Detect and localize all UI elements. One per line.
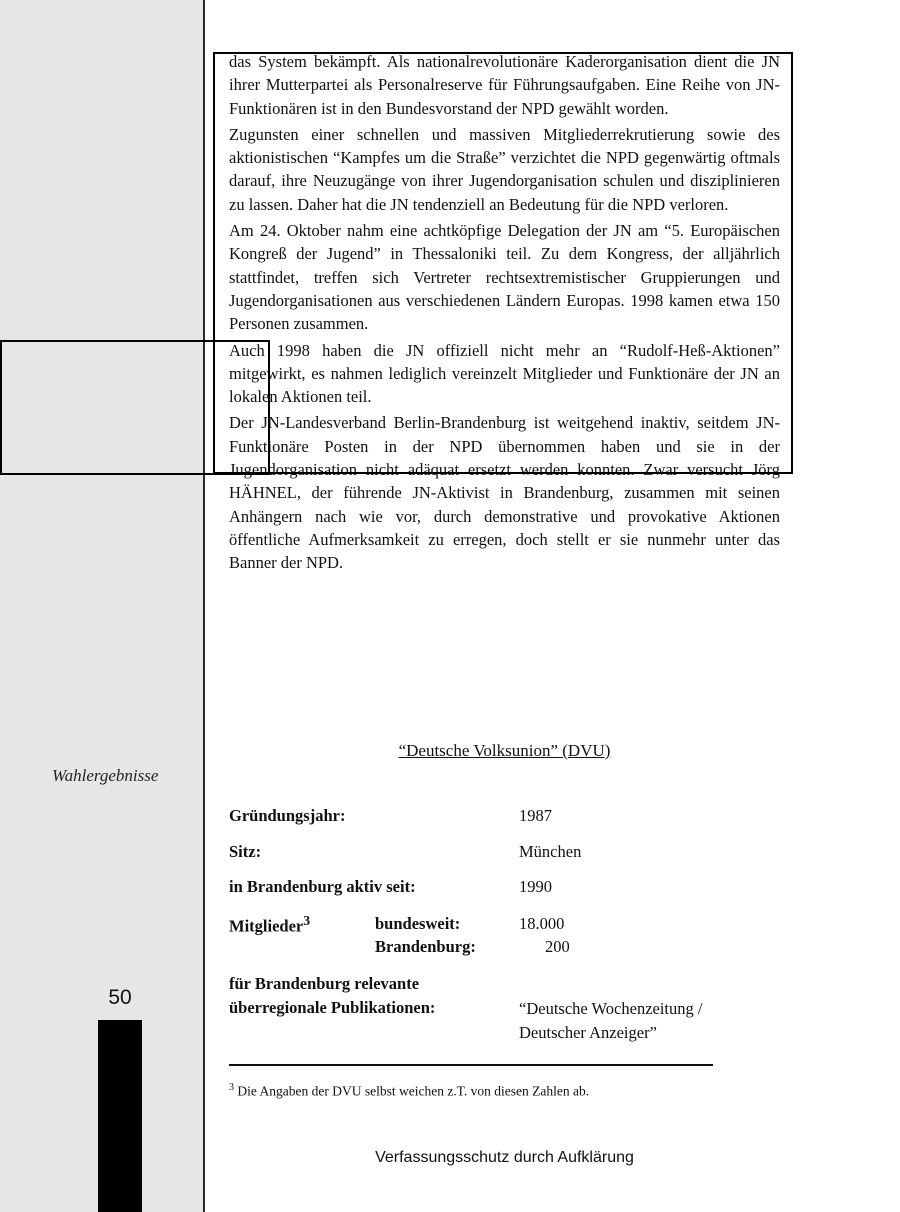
section-heading: “Deutsche Volksunion” (DVU) — [398, 741, 611, 760]
body-text — [229, 50, 780, 578]
members-label — [229, 913, 310, 937]
page-footer: Verfassungsschutz durch Aufklärung — [375, 1149, 634, 1166]
publications-label-line2: überregionale Publikationen: — [229, 998, 436, 1017]
seat-value: München — [519, 842, 582, 861]
publications-label-line1: für Brandenburg relevante — [229, 974, 420, 993]
publications-value-line1: “Deutsche Wochenzeitung / — [519, 999, 703, 1018]
founded-value: 1987 — [519, 806, 552, 825]
footnote-text: Die Angaben der DVU selbst weichen z.T. von diesen Zahlen ab. — [234, 1083, 590, 1099]
members-label-text: Mitglieder — [229, 916, 304, 936]
brandenburg-label: Brandenburg: — [375, 937, 476, 956]
paragraph: Am 24. Oktober nahm eine achtköpfige Delegation der JN am “5. Europäischen Kongreß der Jugend” in Thessaloniki teil. Zu dem Kongress, der alljährlich stattfindet, treffen sich Vertreter rechtsextremistischer Gruppierungen und Jugendorganisationen aus verschiedenen Ländern Europas. 1998 kamen etwa 150 Personen zusammen. — [229, 221, 780, 334]
footnote-ref: 3 — [303, 913, 311, 928]
active-since-label: in Brandenburg aktiv seit: — [229, 877, 416, 896]
federal-label: bundesweit: — [375, 914, 461, 933]
footnote-marker: 3 — [229, 1082, 234, 1093]
page-number: 50 — [108, 986, 132, 1009]
paragraph: Der JN-Landesverband Berlin-Brandenburg ist weitgehend inaktiv, seitdem JN-Funktionäre Posten in der NPD übernommen haben und sie in der Jugendorganisation nicht adäquat ersetzt werden konnten. Zwar versucht Jörg HÄHNEL, der führende JN-Aktivist in Brandenburg, zusammen mit seinen Anhängern nach wie vor, durch demonstrative und provokative Aktionen öffentliche Aufmerksamkeit zu erregen, doch stellt er sie nunmehr unter das Banner der NPD. — [229, 413, 780, 573]
paragraph: Auch 1998 haben die JN offiziell nicht mehr an “Rudolf-Heß-Aktionen” mitgewirkt, es nahmen lediglich vereinzelt Mitglieder und Funktionäre der JN an lokalen Aktionen teil. — [229, 340, 780, 407]
federal-value: 18.000 — [519, 914, 565, 933]
footnote — [229, 1082, 589, 1100]
seat-label: Sitz: — [229, 842, 262, 861]
footnote-rule — [229, 1064, 713, 1066]
page-tab-marker — [98, 1020, 142, 1212]
publications-value-line2: Deutscher Anzeiger” — [519, 1023, 657, 1042]
margin-note: Wahlergebnisse — [52, 766, 159, 785]
active-since-value: 1990 — [519, 877, 552, 896]
paragraph: Zugunsten einer schnellen und massiven Mitgliederrekrutierung sowie des aktionistischen “Kampfes um die Straße” verzichtet die NPD gegenwärtig oftmals darauf, ihre Neuzugänge von ihrer Jugendorganisation schulen und disziplinieren zu lassen. Daher hat die JN tendenziell an Bedeutung für die NPD verloren. — [229, 124, 780, 214]
brandenburg-value: 200 — [545, 937, 570, 956]
founded-label: Gründungsjahr: — [229, 806, 346, 825]
column-divider — [203, 0, 205, 1212]
paragraph: das System bekämpft. Als nationalrevolutionäre Kaderorganisation dient die JN ihrer Mutterpartei als Personalreserve für Führungsaufgaben. Eine Reihe von JN-Funktionären ist in den Bundesvorstand der NPD gewählt worden. — [229, 52, 780, 118]
